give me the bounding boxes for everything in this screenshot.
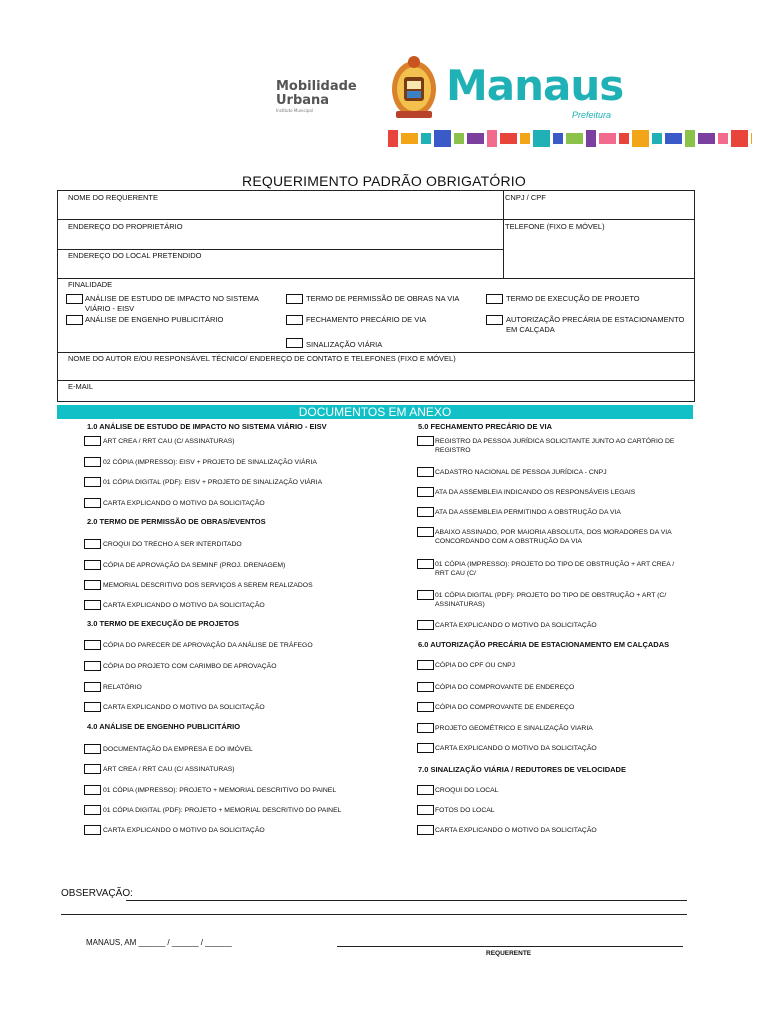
checkbox-termo-execucao[interactable] (486, 294, 503, 304)
document-checkbox[interactable] (84, 682, 101, 692)
document-checkbox[interactable] (417, 785, 434, 795)
document-checkbox[interactable] (84, 498, 101, 508)
document-checkbox[interactable] (417, 436, 434, 446)
strip-block (751, 133, 752, 144)
document-checkbox[interactable] (84, 785, 101, 795)
document-checkbox[interactable] (84, 764, 101, 774)
document-item: ART CREA / RRT CAU (C/ ASSINATURAS) (103, 438, 235, 445)
document-checkbox[interactable] (84, 580, 101, 590)
prefeitura-label: Prefeitura (572, 110, 612, 120)
checkbox-eisv[interactable] (66, 294, 83, 304)
document-item: 01 CÓPIA DIGITAL (PDF): PROJETO DO TIPO DE OBSTRUÇÃO + ART (C/ ASSINATURAS) (435, 592, 667, 608)
document-item: 01 CÓPIA DIGITAL (PDF): EISV + PROJETO DE SINALIZAÇÃO VIÁRIA (103, 479, 323, 486)
strip-block (487, 130, 497, 147)
document-item: CADASTRO NACIONAL DE PESSOA JURÍDICA - CNPJ (435, 469, 607, 476)
signature-line[interactable] (337, 946, 683, 947)
observacao-line-2[interactable] (61, 914, 687, 915)
autor-field[interactable]: NOME DO AUTOR E/OU RESPONSÁVEL TÉCNICO/ ENDEREÇO DE CONTATO E TELEFONES (FIXO E MÓVEL) (68, 354, 456, 363)
strip-block (652, 133, 662, 144)
email-field[interactable]: E-MAIL (68, 382, 94, 391)
checkbox-termo-obras[interactable] (286, 294, 303, 304)
section-title: 3.0 TERMO DE EXECUÇÃO DE PROJETOS (87, 619, 239, 628)
document-checkbox[interactable] (417, 507, 434, 517)
strip-block (434, 130, 451, 147)
observacao-label: OBSERVAÇÃO: (61, 888, 133, 899)
document-checkbox[interactable] (417, 825, 434, 835)
date-line[interactable]: MANAUS, AM ______ / ______ / ______ (86, 938, 232, 947)
option-termo-execucao: TERMO DE EXECUÇÃO DE PROJETO (506, 294, 640, 303)
strip-block (718, 133, 728, 144)
document-checkbox[interactable] (417, 660, 434, 670)
document-item: 02 CÓPIA (IMPRESSO): EISV + PROJETO DE SINALIZAÇÃO VIÁRIA (103, 459, 317, 466)
requerimento-form (57, 190, 695, 402)
document-checkbox[interactable] (417, 702, 434, 712)
document-item: FOTOS DO LOCAL (435, 807, 495, 814)
document-item: CÓPIA DO PARECER DE APROVAÇÃO DA ANÁLISE DE TRÁFEGO (103, 642, 313, 649)
document-checkbox[interactable] (417, 723, 434, 733)
document-item: ATA DA ASSEMBLEIA PERMITINDO A OBSTRUÇÃO DA VIA (435, 509, 621, 516)
document-item: CARTA EXPLICANDO O MOTIVO DA SOLICITAÇÃO (435, 827, 597, 834)
page-title: REQUERIMENTO PADRÃO OBRIGATÓRIO (242, 173, 526, 189)
document-checkbox[interactable] (84, 539, 101, 549)
document-item: CARTA EXPLICANDO O MOTIVO DA SOLICITAÇÃO (103, 602, 265, 609)
document-item: PROJETO GEOMÉTRICO E SINALIZAÇÃO VIARIA (435, 725, 593, 732)
document-item: CROQUI DO LOCAL (435, 787, 499, 794)
document-checkbox[interactable] (84, 661, 101, 671)
strip-block (566, 133, 583, 144)
document-checkbox[interactable] (417, 487, 434, 497)
document-checkbox[interactable] (84, 744, 101, 754)
cnpj-cpf-field[interactable]: CNPJ / CPF (505, 193, 546, 202)
observacao-line-1[interactable] (126, 900, 687, 901)
strip-block (632, 130, 649, 147)
strip-block (401, 133, 418, 144)
manaus-coat-of-arms-icon (386, 53, 442, 123)
section-title: 5.0 FECHAMENTO PRECÁRIO DE VIA (418, 422, 553, 431)
section-title: 2.0 TERMO DE PERMISSÃO DE OBRAS/EVENTOS (87, 517, 266, 526)
document-checkbox[interactable] (417, 682, 434, 692)
strip-block (553, 133, 563, 144)
logo-sub: Instituto Municipal (276, 108, 313, 113)
strip-block (533, 130, 550, 147)
document-item: ABAIXO ASSINADO, POR MAIORIA ABSOLUTA, DOS MORADORES DA VIA CONCORDANDO COM A OBSTRUÇÃO DA VIA (435, 529, 672, 545)
section-title: 6.0 AUTORIZAÇÃO PRECÁRIA DE ESTACIONAMENTO EM CALÇADAS (418, 640, 670, 649)
document-item: CARTA EXPLICANDO O MOTIVO DA SOLICITAÇÃO (435, 745, 597, 752)
finalidade-label: FINALIDADE (68, 280, 113, 289)
strip-block (619, 133, 629, 144)
document-item: ATA DA ASSEMBLEIA INDICANDO OS RESPONSÁVEIS LEGAIS (435, 489, 636, 496)
strip-block (520, 133, 530, 144)
document-item: CARTA EXPLICANDO O MOTIVO DA SOLICITAÇÃO (435, 622, 597, 629)
document-checkbox[interactable] (84, 477, 101, 487)
document-checkbox[interactable] (417, 559, 434, 569)
document-item: CROQUI DO TRECHO A SER INTERDITADO (103, 541, 242, 548)
document-item: DOCUMENTAÇÃO DA EMPRESA E DO IMÓVEL (103, 746, 253, 753)
strip-block (467, 133, 484, 144)
strip-block (388, 130, 398, 147)
option-autorizacao: AUTORIZAÇÃO PRECÁRIA DE ESTACIONAMENTO EM CALÇADA (506, 315, 685, 334)
document-checkbox[interactable] (417, 620, 434, 630)
option-termo-obras: TERMO DE PERMISSÃO DE OBRAS NA VIA (306, 294, 460, 303)
checkbox-sinalizacao[interactable] (286, 338, 303, 348)
document-item: CÓPIA DO CPF OU CNPJ (435, 662, 516, 669)
strip-block (731, 130, 748, 147)
document-checkbox[interactable] (84, 457, 101, 467)
document-checkbox[interactable] (417, 743, 434, 753)
document-checkbox[interactable] (417, 527, 434, 537)
document-item: REGISTRO DA PESSOA JURÍDICA SOLICITANTE JUNTO AO CARTÓRIO DE REGISTRO (435, 438, 675, 454)
decorative-pattern-strip (388, 130, 752, 147)
document-item: CÓPIA DO COMPROVANTE DE ENDEREÇO (435, 704, 575, 711)
strip-block (586, 130, 596, 147)
strip-block (665, 133, 682, 144)
document-item: MEMORIAL DESCRITIVO DOS SERVIÇOS A SEREM REALIZADOS (103, 582, 313, 589)
strip-block (421, 133, 431, 144)
document-item: 01 CÓPIA (IMPRESSO): PROJETO + MEMORIAL DESCRITIVO DO PAINEL (103, 787, 337, 794)
section-title: 4.0 ANÁLISE DE ENGENHO PUBLICITÁRIO (87, 722, 241, 731)
document-item: CÓPIA DE APROVAÇÃO DA SEMINF (PROJ. DRENAGEM) (103, 562, 286, 569)
strip-block (500, 133, 517, 144)
documentos-em-anexo-bar: DOCUMENTOS EM ANEXO (57, 405, 693, 419)
strip-block (698, 133, 715, 144)
section-title: 7.0 SINALIZAÇÃO VIÁRIA / REDUTORES DE VELOCIDADE (418, 765, 626, 774)
strip-block (599, 133, 616, 144)
document-item: ART CREA / RRT CAU (C/ ASSINATURAS) (103, 766, 235, 773)
option-fechamento: FECHAMENTO PRECÁRIO DE VIA (306, 315, 427, 324)
option-sinalizacao: SINALIZAÇÃO VIÁRIA (306, 340, 383, 349)
document-checkbox[interactable] (84, 436, 101, 446)
checkbox-engenho[interactable] (66, 315, 83, 325)
document-checkbox[interactable] (84, 600, 101, 610)
document-checkbox[interactable] (417, 805, 434, 815)
document-checkbox[interactable] (84, 560, 101, 570)
document-item: 01 CÓPIA DIGITAL (PDF): PROJETO + MEMORIAL DESCRITIVO DO PAINEL (103, 807, 342, 814)
document-checkbox[interactable] (84, 825, 101, 835)
checkbox-autorizacao[interactable] (486, 315, 503, 325)
strip-block (685, 130, 695, 147)
requerente-label: REQUERENTE (486, 950, 532, 957)
option-engenho: ANÁLISE DE ENGENHO PUBLICITÁRIO (85, 315, 224, 324)
logo-line-2: Urbana (276, 93, 330, 108)
document-item: CÓPIA DO PROJETO COM CARIMBO DE APROVAÇÃO (103, 663, 277, 670)
document-item: CARTA EXPLICANDO O MOTIVO DA SOLICITAÇÃO (103, 500, 265, 507)
document-checkbox[interactable] (84, 702, 101, 712)
endereco-local-field[interactable]: ENDEREÇO DO LOCAL PRETENDIDO (68, 251, 202, 260)
strip-block (454, 133, 464, 144)
document-checkbox[interactable] (84, 640, 101, 650)
logo-line-1: Mobilidade (276, 79, 357, 94)
document-item: CARTA EXPLICANDO O MOTIVO DA SOLICITAÇÃO (103, 704, 265, 711)
endereco-proprietario-field[interactable]: ENDEREÇO DO PROPRIETÁRIO (68, 222, 183, 231)
document-item: 01 CÓPIA (IMPRESSO): PROJETO DO TIPO DE OBSTRUÇÃO + ART CREA / RRT CAU (C/ (435, 561, 675, 577)
document-item: RELATÓRIO (103, 684, 142, 691)
document-checkbox[interactable] (417, 467, 434, 477)
document-checkbox[interactable] (417, 590, 434, 600)
nome-requerente-field[interactable]: NOME DO REQUERENTE (68, 193, 159, 202)
document-item: CARTA EXPLICANDO O MOTIVO DA SOLICITAÇÃO (103, 827, 265, 834)
telefone-field[interactable]: TELEFONE (FIXO E MÓVEL) (505, 222, 605, 231)
option-eisv: ANÁLISE DE ESTUDO DE IMPACTO NO SISTEMA VIÁRIO - EISV (85, 294, 259, 313)
document-item: CÓPIA DO COMPROVANTE DE ENDEREÇO (435, 684, 575, 691)
document-checkbox[interactable] (84, 805, 101, 815)
manaus-brand: Manaus (446, 61, 624, 110)
mobilidade-urbana-logo (276, 80, 357, 114)
section-title: 1.0 ANÁLISE DE ESTUDO DE IMPACTO NO SISTEMA VIÁRIO - EISV (87, 422, 327, 431)
checkbox-fechamento[interactable] (286, 315, 303, 325)
